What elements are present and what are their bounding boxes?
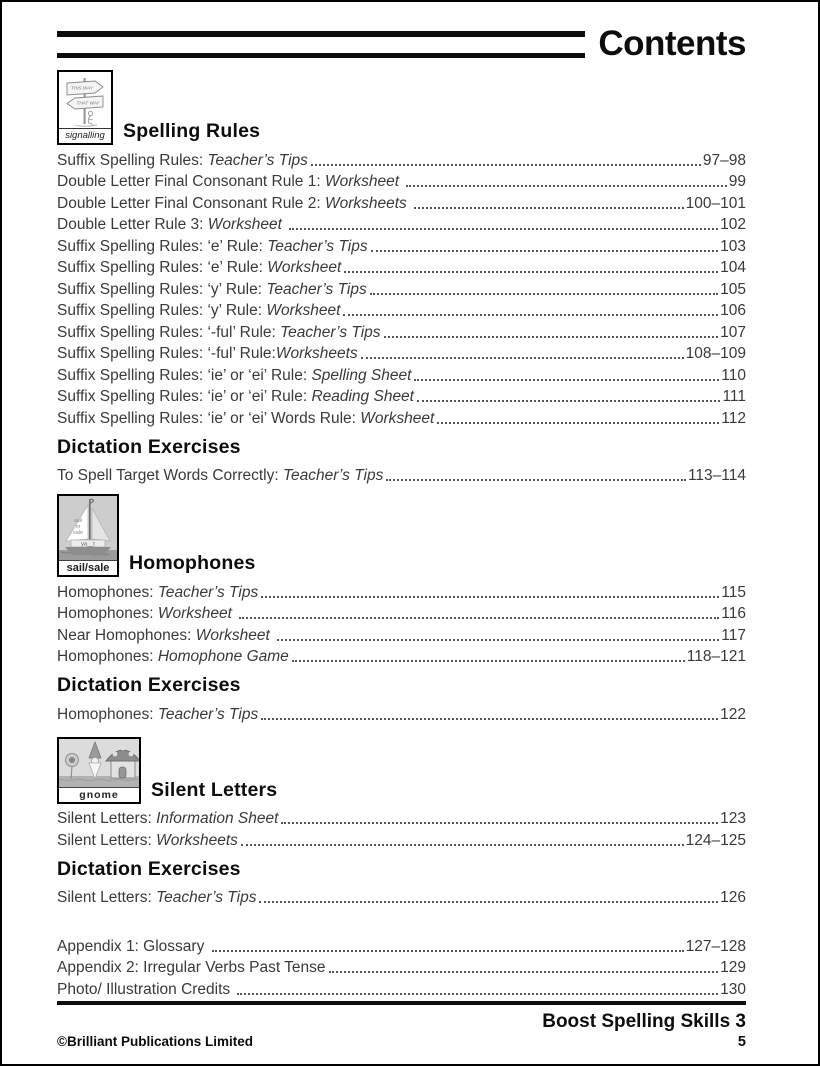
entry-page-number: 113–114: [687, 467, 746, 484]
entry-list: [57, 464, 746, 486]
toc-entry: [57, 645, 746, 667]
entry-label: Suffix Spelling Rules: ‘y’ Rule:: [57, 302, 267, 319]
entry-page-number: 130: [720, 980, 746, 998]
section-header: [57, 435, 746, 461]
section-header: [57, 494, 746, 577]
toc-entry: [57, 602, 746, 624]
toc-entry: [57, 406, 746, 428]
toc-section: [57, 435, 746, 486]
entry-page-number: 122: [720, 705, 746, 723]
toc-entry: [57, 213, 746, 235]
entry-page-number: 99: [728, 173, 746, 190]
toc-entry: [57, 363, 746, 385]
toc-entry: [57, 277, 746, 299]
entry-page-number: 126: [720, 889, 746, 906]
entry-descriptor: Reading Sheet: [311, 388, 414, 405]
toc-section: [57, 934, 746, 999]
entry-label: Homophones:: [57, 605, 158, 622]
entry-descriptor: Spelling Sheet: [311, 366, 412, 384]
svg-text:THAT WAY: THAT WAY: [76, 100, 100, 106]
entry-label: Silent Letters:: [57, 831, 157, 849]
footer-rule: [57, 1001, 746, 1005]
entry-descriptor: Teacher’s Tips: [282, 467, 384, 484]
entry-list: [57, 934, 746, 999]
gnome-icon: [57, 737, 141, 804]
dotted-leader: [212, 950, 684, 952]
dotted-leader: [371, 250, 719, 252]
entry-descriptor: Teacher’s Tips: [266, 280, 367, 298]
entry-descriptor: Worksheets: [275, 345, 358, 362]
entry-page-number: 105: [720, 280, 746, 298]
toc-entry: [57, 342, 746, 364]
entry-descriptor: Worksheet: [324, 173, 404, 190]
entry-label: Suffix Spelling Rules: ‘e’ Rule:: [57, 237, 268, 255]
toc: [57, 70, 746, 999]
toc-entry: [57, 256, 746, 278]
toc-section: [57, 737, 746, 850]
entry-descriptor: Teacher’s Tips: [207, 151, 308, 169]
entry-label: Double Letter Rule 3:: [57, 216, 208, 233]
dotted-leader: [437, 422, 719, 424]
entry-label: Suffix Spelling Rules: ‘y’ Rule:: [57, 280, 267, 298]
toc-entry: [57, 934, 746, 956]
section-heading: Homophones: [129, 552, 256, 574]
entry-page-number: 104: [720, 259, 746, 276]
icon-caption: gnome: [59, 787, 139, 802]
dotted-leader: [361, 357, 684, 359]
entry-descriptor: Information Sheet: [156, 810, 279, 827]
entry-page-number: 111: [722, 388, 746, 405]
publisher-credit: ©Brilliant Publications Limited: [57, 1034, 253, 1049]
dotted-leader: [277, 639, 719, 641]
section-heading: Spelling Rules: [123, 120, 261, 142]
toc-entry: [57, 464, 746, 486]
toc-entry: [57, 702, 746, 724]
entry-label: Suffix Spelling Rules: ‘-ful’ Rule:: [57, 345, 276, 362]
dotted-leader: [237, 993, 718, 995]
section-header: [57, 70, 746, 145]
entry-list: [57, 580, 746, 666]
entry-descriptor: Teacher’s Tips: [267, 237, 368, 255]
toc-entry: [57, 191, 746, 213]
entry-page-number: 116: [721, 605, 746, 622]
dotted-leader: [281, 822, 718, 824]
entry-label: Photo/ Illustration Credits: [57, 980, 235, 998]
toc-entry: [57, 170, 746, 192]
entry-page-number: 107: [720, 323, 746, 341]
signalling-signpost-icon: [57, 70, 113, 145]
section-header: [57, 857, 746, 883]
toc-entry: [57, 886, 746, 908]
dotted-leader: [414, 207, 684, 209]
entry-page-number: 106: [720, 302, 746, 319]
dotted-leader: [289, 228, 718, 230]
entry-descriptor: Worksheet: [266, 302, 341, 319]
entry-descriptor: Worksheet: [267, 259, 342, 276]
dotted-leader: [241, 844, 684, 846]
toc-entry: [57, 299, 746, 321]
toc-entry: [57, 320, 746, 342]
entry-label: Near Homophones:: [57, 626, 196, 644]
entry-list: [57, 702, 746, 724]
entry-page-number: 124–125: [685, 831, 746, 849]
dotted-leader: [311, 164, 701, 166]
dotted-leader: [343, 314, 718, 316]
dotted-leader: [344, 271, 718, 273]
entry-descriptor: Worksheets: [156, 831, 238, 849]
entry-page-number: 115: [721, 583, 746, 601]
dotted-leader: [261, 718, 718, 720]
entry-label: Homophones:: [57, 583, 158, 601]
entry-descriptor: Worksheet: [207, 216, 287, 233]
entry-label: To Spell Target Words Correctly:: [57, 467, 283, 484]
toc-entry: [57, 977, 746, 999]
section-heading: Dictation Exercises: [57, 674, 241, 696]
icon-caption: signalling: [59, 128, 111, 143]
header-rules: [57, 31, 585, 58]
entry-page-number: 108–109: [685, 345, 746, 362]
svg-text:ya__t: ya__t: [81, 541, 95, 548]
entry-label: Suffix Spelling Rules: ‘e’ Rule:: [57, 259, 268, 276]
entry-page-number: 100–101: [685, 194, 746, 212]
entry-label: Silent Letters:: [57, 810, 157, 827]
entry-list: [57, 886, 746, 908]
entry-page-number: 118–121: [686, 648, 746, 665]
entry-list: [57, 148, 746, 428]
entry-descriptor: Teacher’s Tips: [156, 889, 257, 906]
svg-text:or: or: [75, 524, 81, 530]
entry-descriptor: Teacher’s Tips: [157, 705, 259, 723]
page-number: 5: [737, 1034, 746, 1050]
entry-label: Suffix Spelling Rules:: [57, 151, 208, 169]
entry-label: Appendix 2: Irregular Verbs Past Tense: [57, 959, 326, 976]
header-rule-bottom: [57, 53, 585, 58]
dotted-leader: [292, 660, 685, 662]
section-heading: Dictation Exercises: [57, 857, 241, 880]
toc-entry: [57, 580, 746, 602]
svg-text:THIS WAY: THIS WAY: [71, 85, 93, 91]
page-header: [57, 24, 746, 63]
entry-label: Silent Letters:: [57, 889, 157, 906]
toc-section: [57, 673, 746, 724]
dotted-leader: [261, 596, 719, 598]
dotted-leader: [384, 336, 719, 338]
entry-page-number: 97–98: [702, 151, 746, 169]
entry-label: Suffix Spelling Rules: ‘ie’ or ‘ei’ Rule:: [57, 366, 312, 384]
entry-label: Appendix 1: Glossary: [57, 937, 209, 955]
entry-list: [57, 807, 746, 850]
section-heading: Dictation Exercises: [57, 435, 241, 458]
entry-page-number: 102: [720, 216, 746, 233]
entry-label: Suffix Spelling Rules: ‘-ful’ Rule:: [57, 323, 281, 341]
dotted-leader: [329, 971, 719, 973]
dotted-leader: [259, 901, 718, 903]
entry-page-number: 110: [721, 366, 746, 384]
entry-descriptor: Homophone Game: [157, 648, 289, 665]
section-header: [57, 737, 746, 804]
toc-section: [57, 857, 746, 908]
entry-label: Suffix Spelling Rules: ‘ie’ or ‘ei’ Words Rule:: [57, 409, 361, 427]
entry-page-number: 103: [720, 237, 746, 255]
toc-entry: [57, 956, 746, 978]
entry-descriptor: Worksheet: [157, 605, 237, 622]
toc-entry: [57, 385, 746, 407]
entry-label: Double Letter Final Consonant Rule 2:: [57, 194, 325, 212]
toc-entry: [57, 807, 746, 829]
entry-descriptor: Worksheet: [360, 409, 435, 427]
section-heading: Silent Letters: [151, 778, 278, 801]
toc-section: [57, 70, 746, 428]
icon-caption: sail/sale: [59, 560, 117, 575]
entry-descriptor: Worksheet: [195, 626, 275, 644]
toc-entry: [57, 148, 746, 170]
entry-label: Homophones:: [57, 705, 158, 723]
toc-section: [57, 494, 746, 666]
entry-descriptor: Teacher’s Tips: [157, 583, 259, 601]
entry-page-number: 127–128: [685, 937, 746, 955]
dotted-leader: [386, 479, 686, 481]
dotted-leader: [417, 400, 720, 402]
sailboat-icon: [57, 494, 119, 577]
entry-descriptor: Worksheets: [324, 194, 412, 212]
entry-label: Homophones:: [57, 648, 158, 665]
entry-page-number: 117: [721, 626, 746, 644]
entry-page-number: 112: [721, 409, 746, 427]
footer-row: [57, 1034, 746, 1050]
entry-label: Double Letter Final Consonant Rule 1:: [57, 173, 325, 190]
entry-page-number: 129: [720, 959, 746, 976]
dotted-leader: [239, 617, 719, 619]
toc-entry: [57, 234, 746, 256]
section-header: [57, 673, 746, 699]
page-title: Contents: [598, 24, 746, 63]
dotted-leader: [406, 185, 726, 187]
svg-text:sale: sale: [73, 530, 83, 536]
toc-entry: [57, 828, 746, 850]
entry-label: Suffix Spelling Rules: ‘ie’ or ‘ei’ Rule:: [57, 388, 312, 405]
dotted-leader: [370, 293, 718, 295]
entry-descriptor: Teacher’s Tips: [280, 323, 381, 341]
book-title: Boost Spelling Skills 3: [542, 1011, 746, 1032]
entry-page-number: 123: [720, 810, 746, 827]
page-footer: [57, 1001, 746, 1050]
toc-entry: [57, 623, 746, 645]
dotted-leader: [414, 379, 719, 381]
svg-text:sail: sail: [73, 518, 83, 524]
